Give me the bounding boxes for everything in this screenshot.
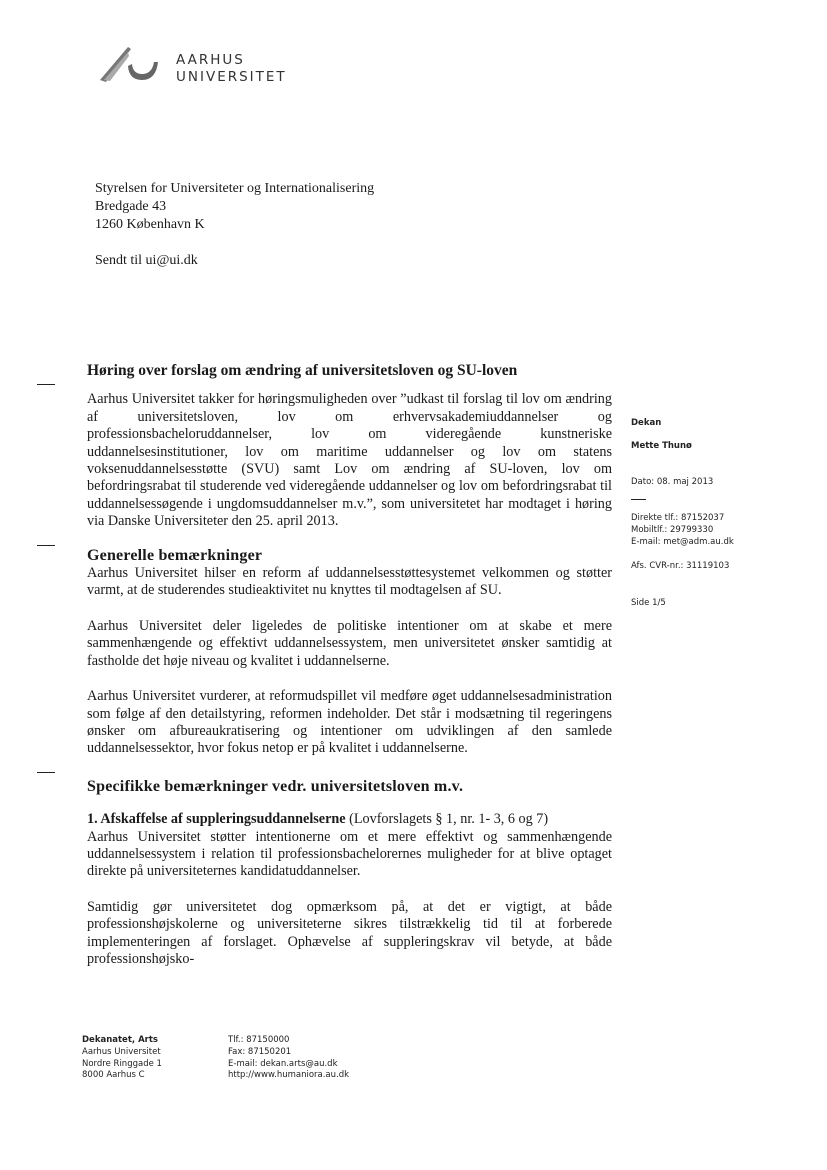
margin-fold-mark bbox=[37, 772, 55, 773]
sender-title: Dekan bbox=[631, 418, 662, 428]
general-paragraph-1: Aarhus Universitet hilser en reform af uddannelsesstøttesystemet velkommen og støtter varmt, at de studerendes studieaktivitet nu knyttes til modtagelsen af SU. bbox=[87, 565, 612, 599]
footer-tel: Tlf.: 87150000 bbox=[228, 1035, 290, 1045]
recipient-name: Styrelsen for Universiteter og Internationalisering bbox=[95, 181, 375, 196]
page-number: Side 1/5 bbox=[631, 598, 666, 608]
section-heading-general: Generelle bemærkninger bbox=[87, 546, 263, 564]
recipient-city: 1260 København K bbox=[95, 217, 205, 232]
point-1-paragraph-2: Samtidig gør universitetet dog opmærksom på, at det er vigtigt, at både professionshøjskolerne og universiteterne sikres tilstrækkelig tid til at forberede implementeringen af forslaget. Ophævelse af suppleringskrav vil betyde, at både professionshøjsko- bbox=[87, 898, 612, 967]
sender-name: Mette Thunø bbox=[631, 441, 692, 451]
point-1-heading bbox=[87, 811, 612, 828]
point-1-title: 1. Afskaffelse af suppleringsuddannelserne bbox=[87, 811, 346, 828]
footer-contact bbox=[228, 1035, 349, 1082]
letter-title: Høring over forslag om ændring af universitetsloven og SU-loven bbox=[87, 362, 518, 379]
footer-website: http://www.humaniora.au.dk bbox=[228, 1070, 350, 1081]
footer-org: Dekanatet, Arts bbox=[82, 1035, 158, 1045]
footer-university: Aarhus Universitet bbox=[82, 1046, 161, 1057]
margin-fold-mark bbox=[37, 384, 55, 385]
logo-text-universitet: UNIVERSITET bbox=[176, 69, 287, 85]
footer-fax: Fax: 87150201 bbox=[228, 1046, 292, 1057]
letter-date: Dato: 08. maj 2013 bbox=[631, 477, 714, 487]
footer-email: E-mail: dekan.arts@au.dk bbox=[228, 1058, 338, 1069]
sent-to-line: Sendt til ui@ui.dk bbox=[95, 253, 198, 268]
sidebar-divider bbox=[631, 499, 646, 500]
footer-street: Nordre Ringgade 1 bbox=[82, 1058, 162, 1069]
letter-body bbox=[87, 362, 612, 968]
au-logo-icon bbox=[98, 44, 168, 88]
point-1-body: Aarhus Universitet støtter intentionerne om et mere effektivt og sammenhængende uddannelsessystem i relation til professionsbachelorernes muligheder for at blive optaget direkte på universiteternes kandidatuddannelser. bbox=[87, 828, 612, 880]
university-logo bbox=[98, 44, 298, 94]
margin-fold-mark bbox=[37, 545, 55, 546]
sender-mobile: Mobiltlf.: 29799330 bbox=[631, 525, 714, 535]
sender-phone: Direkte tlf.: 87152037 bbox=[631, 513, 725, 523]
section-heading-specific: Specifikke bemærkninger vedr. universitetsloven m.v. bbox=[87, 777, 464, 795]
sender-email: E-mail: met@adm.au.dk bbox=[631, 537, 734, 547]
intro-paragraph: Aarhus Universitet takker for høringsmuligheden over ”udkast til forslag til lov om ændring af universitetsloven, lov om erhvervsakademiuddannelser og professionsbacheloruddannelser, lov om videregående kunstneriske uddannelsesinstitutioner, lov om maritime uddannelser og lov om statens voksenuddannelsesstøtte (SVU) samt Lov om ændring af SU-loven, lov om befordringsrabat til studerende ved videregående uddannelser og lov om befordringsrabat til uddannelsessøgende i ungdomsuddannelser m.v.”, som universitetet har modtaget i høring via Danske Universiteter den 25. april 2013. bbox=[87, 391, 612, 530]
footer-city: 8000 Aarhus C bbox=[82, 1070, 145, 1081]
logo-text-aarhus: AARHUS bbox=[176, 52, 245, 68]
general-paragraph-2: Aarhus Universitet deler ligeledes de politiske intentioner om at skabe et mere sammenhængende og effektivt uddannelsessystem, men universitetet ønsker samtidig at fastholde det høje niveau og kvalitet i uddannelserne. bbox=[87, 617, 612, 669]
recipient-street: Bredgade 43 bbox=[95, 199, 167, 214]
point-1-reference: (Lovforslagets § 1, nr. 1- 3, 6 og 7) bbox=[345, 811, 549, 828]
footer-address bbox=[82, 1035, 162, 1082]
sender-cvr: Afs. CVR-nr.: 31119103 bbox=[631, 561, 730, 571]
general-paragraph-3: Aarhus Universitet vurderer, at reformudspillet vil medføre øget uddannelsesadministration som følge af den detailstyring, reformen indeholder. Det står i modsætning til regeringens ønsker om afbureaukratisering og intentioner om udviklingen af den samlede uddannelsessektor, hvor fokus netop er på kvalitet i uddannelserne. bbox=[87, 688, 612, 757]
